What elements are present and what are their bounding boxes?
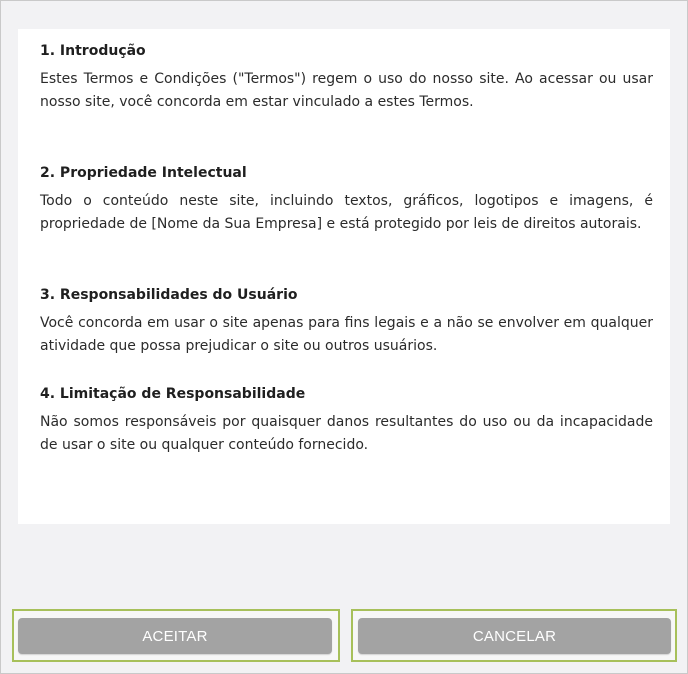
section-title: 4. Limitação de Responsabilidade xyxy=(40,386,306,402)
terms-section-intellectual-property xyxy=(40,164,653,236)
cancel-button[interactable]: CANCELAR xyxy=(358,618,671,654)
section-title: 3. Responsabilidades do Usuário xyxy=(40,287,298,303)
terms-section-liability-limitation xyxy=(40,385,653,457)
terms-section-user-responsibilities xyxy=(40,286,653,358)
accept-button-container xyxy=(12,609,340,662)
section-title: 1. Introdução xyxy=(40,43,146,59)
section-text: Estes Termos e Condições ("Termos") regem o uso do nosso site. Ao acessar ou usar nosso site, você concorda em estar vinculado a estes Termos. xyxy=(40,71,653,110)
terms-content xyxy=(18,29,670,524)
section-title: 2. Propriedade Intelectual xyxy=(40,165,247,181)
accept-button[interactable]: ACEITAR xyxy=(18,618,332,654)
terms-section-introduction xyxy=(40,42,653,114)
section-text: Todo o conteúdo neste site, incluindo textos, gráficos, logotipos e imagens, é propriedade de [Nome da Sua Empresa] e está protegido por leis de direitos autorais. xyxy=(40,193,653,232)
section-text: Você concorda em usar o site apenas para fins legais e a não se envolver em qualquer atividade que possa prejudicar o site ou outros usuários. xyxy=(40,315,653,354)
cancel-button-container xyxy=(351,609,677,662)
section-text: Não somos responsáveis por quaisquer danos resultantes do uso ou da incapacidade de usar o site ou qualquer conteúdo fornecido. xyxy=(40,414,653,453)
